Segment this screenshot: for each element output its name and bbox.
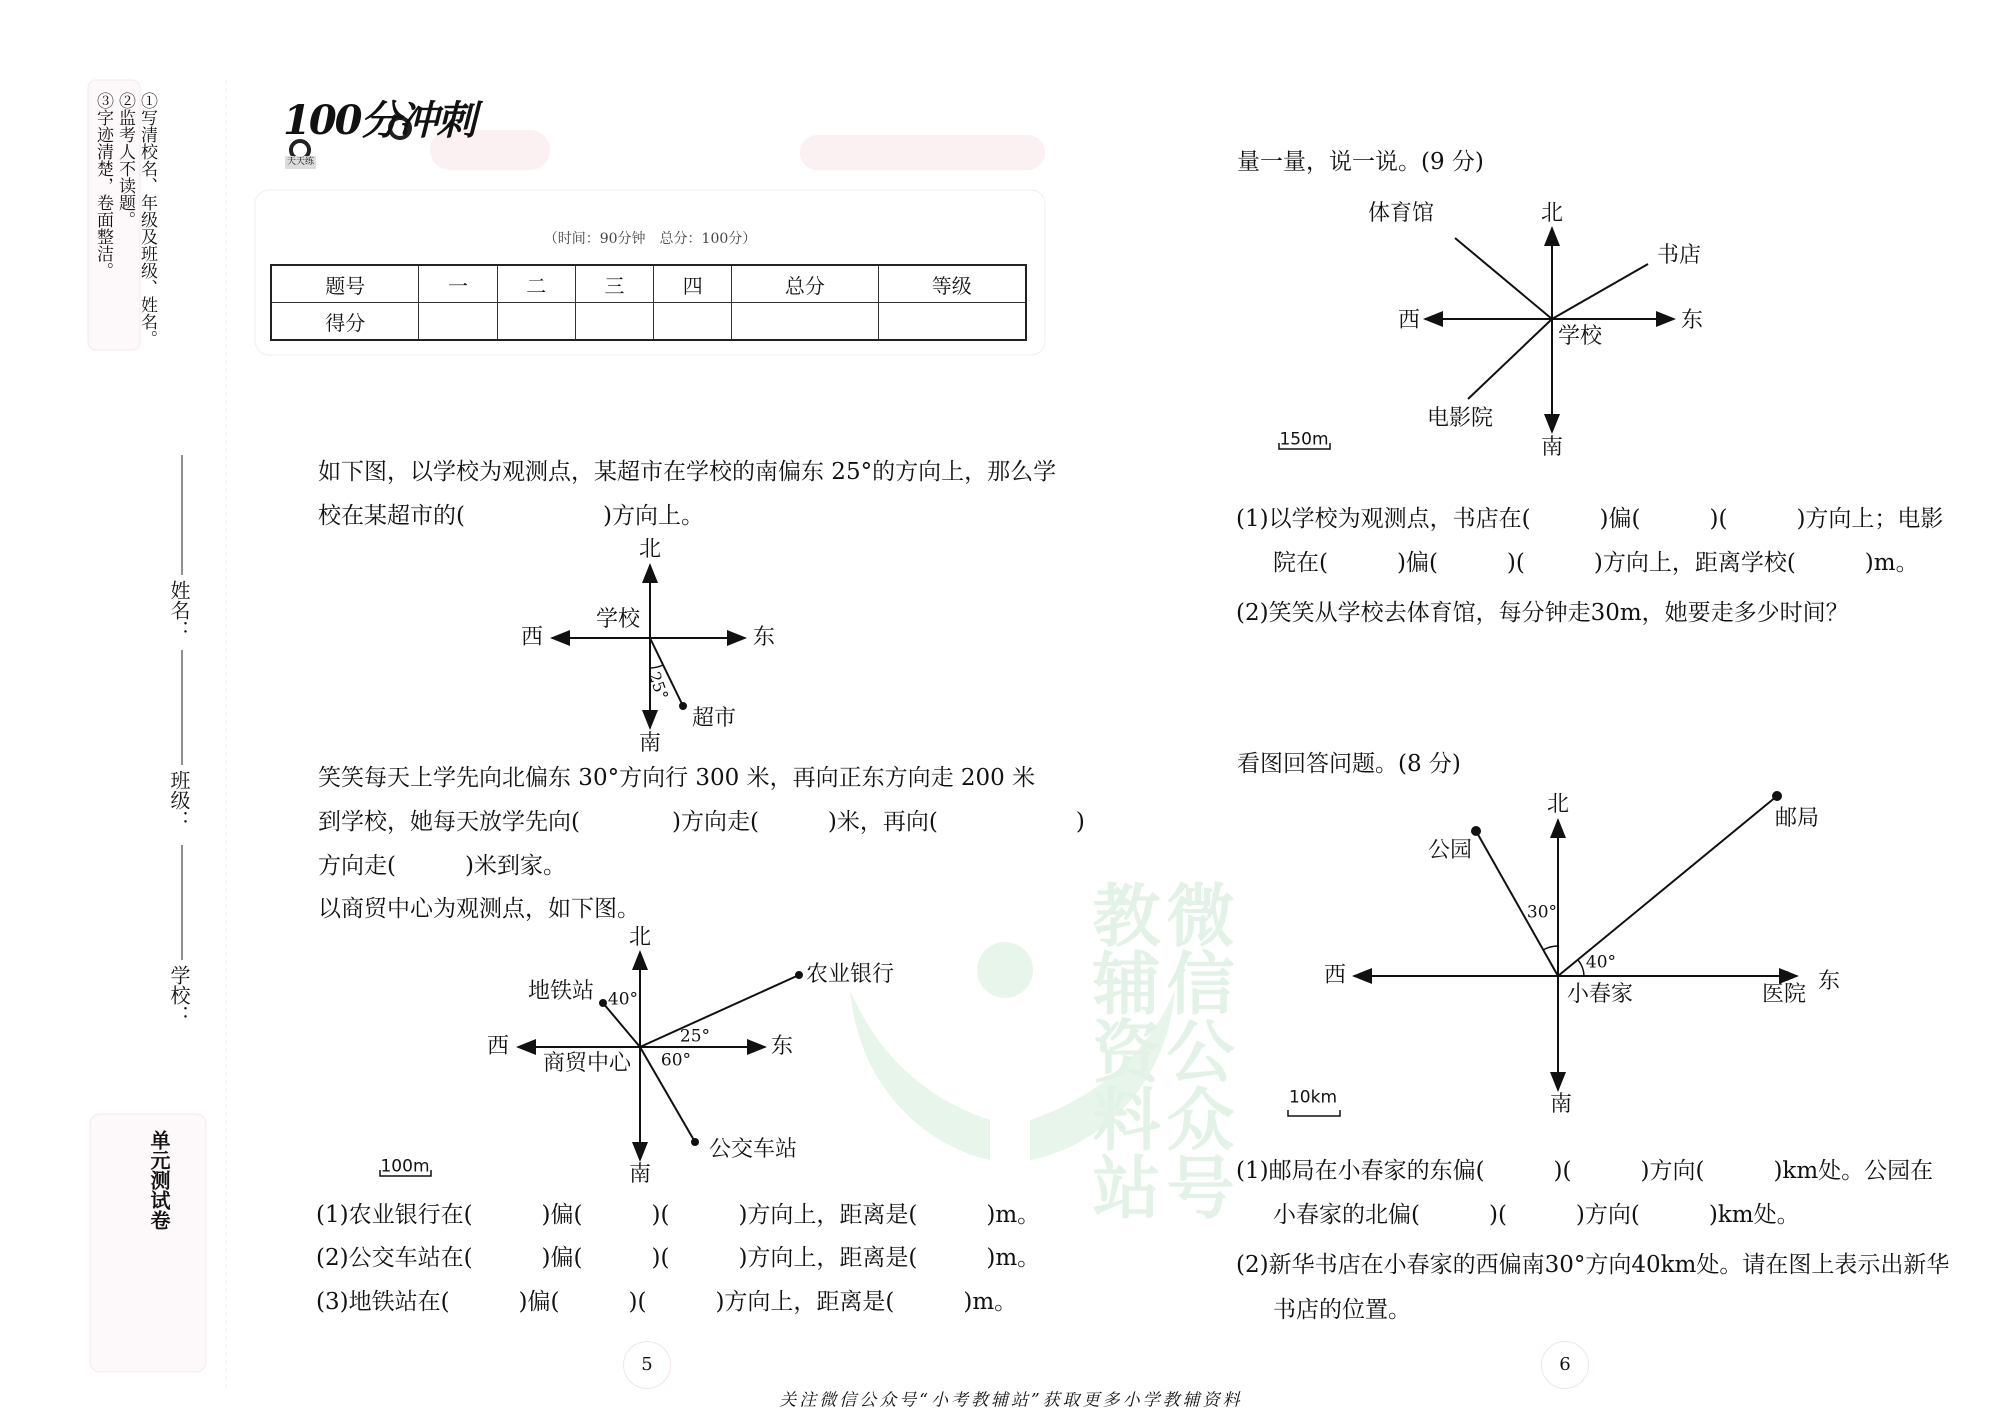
d3-west: 西 [486,1034,510,1059]
d1-south: 南 [638,731,662,756]
q2-line3: 方向走( )米到家。 [318,853,566,879]
table-cell: 等级 [878,265,1026,303]
time-info: （时间：90分钟 总分：100分） [543,231,757,247]
rd2-post-office: 邮局 [1774,806,1820,831]
table-cell: 三 [575,265,653,303]
d3-bus: 公交车站 [708,1137,798,1162]
score-input[interactable] [732,303,878,341]
rd2-south: 南 [1549,1092,1573,1117]
q2-line1: 笑笑每天上学先向北偏东 30°方向行 300 米，再向正东方向走 200 米 [318,765,1036,791]
rd1-east: 东 [1680,308,1704,333]
instructions [92,92,158,347]
rd2-scale: 10km [1288,1087,1338,1108]
sub-q3: (3)地铁站在( )偏( )( )方向上，距离是( )m。 [316,1289,1018,1315]
r-s2: (2)笑笑从学校去体育馆，每分钟走30m，她要走多少时间？ [1236,600,1849,626]
score-table [270,264,1027,341]
table-cell: 总分 [732,265,878,303]
score-input[interactable] [497,303,575,341]
d3-angle-60: 60° [660,1050,692,1071]
d3-center: 商贸中心 [542,1051,632,1076]
d3-angle-40: 40° [607,989,639,1010]
header-grade-badge [800,135,1045,170]
rd2-park: 公园 [1427,838,1473,863]
table-row [271,265,1026,303]
r-s1-line2: 院在( )偏( )( )方向上，距离学校( )m。 [1273,550,1919,576]
table-cell: 得分 [271,303,419,341]
footer-text: 关注微信公众号“小考教辅站”获取更多小学教辅资料 [779,1390,1243,1411]
rd2-west: 西 [1323,963,1347,988]
compass-diagram-right-2 [1288,792,1797,1116]
rd1-west: 西 [1397,308,1421,333]
watermark-line1: 微信公众号 [1155,880,1234,1220]
score-input[interactable] [419,303,497,341]
score-input[interactable] [575,303,653,341]
page-number-right: 6 [1541,1341,1589,1389]
r-q2: 看图回答问题。(8 分) [1237,751,1461,777]
sub-q2: (2)公交车站在( )偏( )( )方向上，距离是( )m。 [316,1245,1041,1271]
q2-line2: 到学校，她每天放学先向( )方向走( )米，再向( ) [318,809,1085,835]
table-cell: 二 [497,265,575,303]
rd1-center: 学校 [1557,324,1603,349]
school-label: 学校： [167,965,191,1025]
r-t1-line2: 小春家的北偏( )( )方向( )km处。 [1273,1202,1800,1228]
r-t2-line1: (2)新华书店在小春家的西偏南30°方向40km处。请在图上表示出新华 [1236,1252,1950,1278]
rd2-east: 东 [1817,969,1841,994]
d1-north: 北 [638,537,662,562]
rd2-center: 小春家 [1566,982,1634,1007]
rd1-cinema: 电影院 [1426,406,1494,431]
table-row [271,303,1026,341]
unit-test-label: 单元测试卷 [147,1130,171,1230]
r-t1-line1: (1)邮局在小春家的东偏( )( )方向( )km处。公园在 [1236,1158,1934,1184]
rd2-angle-30: 30° [1526,902,1558,923]
logo: 100分冲刺 [283,97,475,144]
r-s1-line1: (1)以学校为观测点，书店在( )偏( )( )方向上；电影 [1236,506,1944,532]
class-label: 班级： [167,770,191,830]
name-label: 姓名： [167,580,191,640]
compass-diagram-1 [552,565,745,731]
table-cell: 四 [654,265,732,303]
r-t2-line2: 书店的位置。 [1273,1297,1411,1323]
d3-east: 东 [770,1034,794,1059]
page-number-left: 5 [623,1341,671,1389]
rd2-north: 北 [1546,792,1570,817]
rd2-hospital: 医院 [1761,982,1807,1007]
r-q1: 量一量，说一说。(9 分) [1237,149,1484,175]
table-cell: 一 [419,265,497,303]
q1-line2: 校在某超市的( )方向上。 [318,503,704,529]
d3-bank: 农业银行 [805,962,895,987]
d1-center: 学校 [595,607,641,632]
d3-north: 北 [628,925,652,950]
d3-angle-25: 25° [679,1026,711,1047]
q1-line1: 如下图，以学校为观测点，某超市在学校的南偏东 25°的方向上，那么学 [318,459,1057,485]
rd1-gym: 体育馆 [1367,201,1435,226]
d3-south: 南 [628,1162,652,1187]
score-input[interactable] [654,303,732,341]
table-cell: 题号 [271,265,419,303]
d1-east: 东 [752,625,776,650]
d1-angle: 25° [644,669,673,703]
d1-supermarket: 超市 [691,706,737,731]
d3-metro: 地铁站 [527,979,595,1004]
rd1-south: 南 [1540,435,1564,460]
instruction-2: ②监考人不读题。 [115,92,135,228]
rd1-bookstore: 书店 [1656,243,1702,268]
watermark-line2: 教辅资料站 [1081,880,1160,1220]
rd1-scale: 150m [1279,429,1329,450]
q3-text: 以商贸中心为观测点，如下图。 [318,896,640,922]
score-input[interactable] [878,303,1026,341]
instruction-3: ③字迹清楚，卷面整洁。 [93,92,113,279]
logo-small-tag: 天天练 [287,157,315,167]
rd1-north: 北 [1540,201,1564,226]
rd2-angle-40: 40° [1585,952,1617,973]
instruction-1: ①写清校名、年级及班级、姓名。 [137,92,157,347]
d1-west: 西 [520,625,544,650]
sub-q1: (1)农业银行在( )偏( )( )方向上，距离是( )m。 [316,1202,1041,1228]
d3-scale: 100m [380,1156,430,1177]
